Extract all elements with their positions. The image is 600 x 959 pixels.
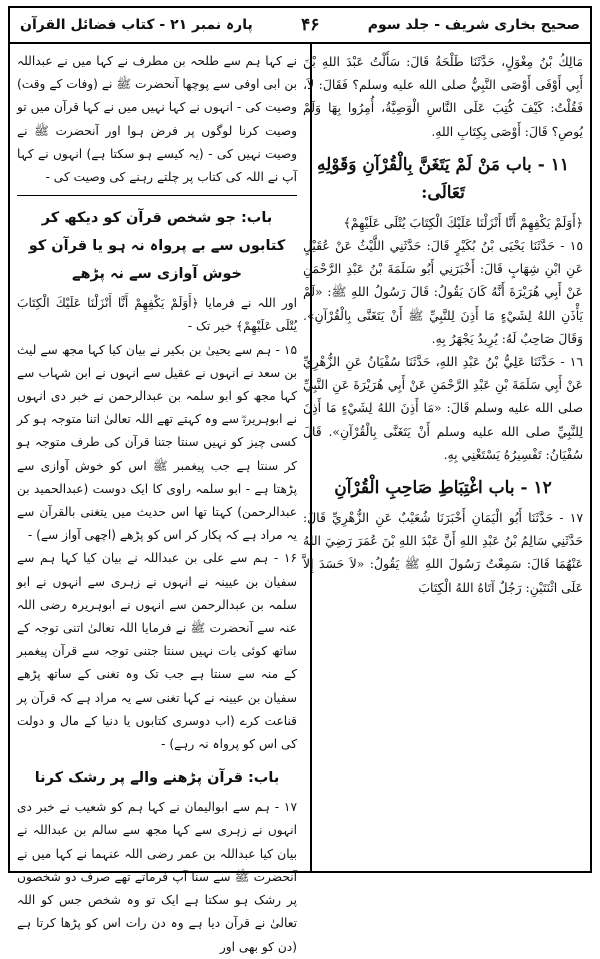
- header-chapter-title: پارہ نمبر ۲۱ - کتاب فضائل القرآن: [20, 17, 253, 33]
- arabic-hadith-17: ١٧ - حَدَّثَنَا أَبُو الْيَمَانِ أَخْبَرَنَا شُعَيْبٌ عَنِ الزُّهْرِيِّ قَالَ: حَدَّثَنِي سَالِمُ بْنُ عَبْدِ اللهِ أَنَّ عَبْدَ اللهِ بْنَ عُمَرَ رَضِيَ اللهُ عَنْهُمَا قَالَ: سَمِعْتُ رَسُولَ اللهِ ﷺ يَقُولُ: «لاَ حَسَدَ إِلاَّ عَلَى اثْنَتَيْنِ: رَجُلٌ آتَاهُ اللهُ الْكِتَابَ: [303, 510, 583, 595]
- text-frame: [8, 42, 592, 954]
- urdu-column: [17, 50, 297, 954]
- urdu-hadith-15: ۱۵ - ہم سے یحییٰ بن بکیر نے بیان کیا کہا مجھ سے لیث بن سعد نے انہوں نے عقیل سے انہوں نے ابن شہاب سے کہا مجھ کو ابو سلمہ بن عبدالرحمن نے خبر دی انہوں نے ابوہریرہؓ سے وہ کہتے تھے اللہ تعالیٰ اتنا متوجہ ہو کر کسی چیز کو نہیں سنتا جتنا قرآن کی طرف متوجہ ہو کر سنتا ہے جب پیغمبر ﷺ اس کو خوش آوازی سے پڑھتا ہے - ابو سلمہ راوی کا ایک دوست (عبدالحمید بن عبدالرحمن) کہتا تھا اس حدیث میں یتغنی بالقرآن سے یہ مراد ہے کہ پکار کر اس کو پڑھے (اچھی آواز سے) -: [17, 342, 297, 543]
- page-number: ۴۶: [301, 15, 320, 35]
- urdu-heading-12: باب: قرآن پڑھنے والے پر رشک کرنا: [34, 770, 280, 787]
- arabic-heading-11: ١١ - باب مَنْ لَمْ يَتَغَنَّ بِالْقُرْآنِ وَقَوْلِهِ تَعَالَى:: [317, 154, 569, 203]
- arabic-hadith-16: ١٦ - حَدَّثَنَا عَلِيُّ بْنُ عَبْدِ اللهِ، حَدَّثَنَا سُفْيَانُ عَنِ الزُّهْرِيِّ عَنْ أَبِي سَلَمَةَ بْنِ عَبْدِ الرَّحْمَنِ عَنْ أَبِي هُرَيْرَةَ عَنِ النَّبِيِّ صلى الله عليه وسلم قَالَ: «مَا أَذِنَ اللهُ لِشَيْءٍ مَا أَذِنَ لِلنَّبِيِّ صلى الله عليه وسلم أَنْ يَتَغَنَّى بِالْقُرْآنِ». قَالَ سُفْيَانُ: تَفْسِيرُهُ يَسْتَغْنِي بِهِ.: [303, 354, 583, 462]
- arabic-ayah: ﴿أَوَلَمْ يَكْفِهِمْ أَنَّا أَنْزَلْنَا عَلَيْكَ الْكِتَابَ يُتْلَى عَلَيْهِمْ﴾: [343, 214, 583, 230]
- arabic-column: [303, 50, 583, 865]
- urdu-intro: نے کہا ہم سے طلحہ بن مطرف نے کہا میں نے عبداللہ بن ابی اوفی سے پوچھا آنحضرت ﷺ نے (وفات کے وقت) وصیت کی - انہوں نے کہا نہیں میں نے کہا قرآن میں تو وصیت کرنا لوگوں پر فرض ہوا اور آنحضرت ﷺ نے وصیت نہیں کی - (یہ کیسے ہو سکتا ہے) انہوں نے کہا آپ نے اللہ کی کتاب پر چلتے رہنے کی وصیت کی -: [17, 54, 297, 185]
- section-rule: [17, 195, 297, 196]
- arabic-hadith-15: ١٥ - حَدَّثَنَا يَحْيَى بْنُ بُكَيْرٍ قَالَ: حَدَّثَنِي اللَّيْثُ عَنْ عُقَيْلٍ عَنِ ابْنِ شِهَابٍ قَالَ: أَخْبَرَنِي أَبُو سَلَمَةَ بْنُ عَبْدِ الرَّحْمَنِ عَنْ أَبِي هُرَيْرَةَ أَنَّهُ كَانَ يَقُولُ: قَالَ رَسُولُ اللهِ ﷺ: «لَمْ يَأْذَنِ اللهُ لِشَيْءٍ مَا أَذِنَ لِلنَّبِيِّ ﷺ أَنْ يَتَغَنَّى بِالْقُرْآنِ». وَقَالَ صَاحِبٌ لَهُ: يُرِيدُ يَجْهَرُ بِهِ.: [303, 238, 583, 346]
- header-book-title: صحیح بخاری شریف - جلد سوم: [367, 17, 580, 33]
- arabic-intro: مَالِكُ بْنُ مِغْوَلٍ، حَدَّثَنَا طَلْحَةُ قَالَ: سَأَلْتُ عَبْدَ اللهِ بْنَ أَبِي أَوْفَى أَوْصَى النَّبِيُّ صلى الله عليه وسلم؟ فَقَالَ: لاَ، فَقُلْتُ: كَيْفَ كُتِبَ عَلَى النَّاسِ الْوَصِيَّةُ، أُمِرُوا بِهَا وَلَمْ يُوصِ؟ قَالَ: أَوْصَى بِكِتَابِ اللهِ.: [303, 54, 583, 139]
- arabic-heading-12: ١٢ - باب اغْتِبَاطِ صَاحِبِ الْقُرْآنِ: [334, 478, 552, 499]
- urdu-hadith-17: ۱۷ - ہم سے ابوالیمان نے کہا ہم کو شعیب نے خبر دی انہوں نے زہری سے کہا مجھ سے سالم بن عبداللہ نے بیان کیا عبداللہ بن عمر رضی اللہ عنہما نے کہا میں نے آنحضرت ﷺ سے سنا آپ فرماتے تھے صرف دو شخصوں پر رشک ہو سکتا ہے ایک تو وہ شخص جس کو اللہ تعالیٰ نے قرآن دیا ہے وہ دن رات اس کو پڑھا کرتا ہے (دن کو بھی اور: [17, 800, 297, 954]
- urdu-hadith-16: ۱۶ - ہم سے علی بن عبداللہ نے بیان کیا کہا ہم سے سفیان بن عیینہ نے انہوں نے زہری سے انہوں نے ابو سلمہ بن عبدالرحمن سے انہوں نے ابوہریرہ رضی اللہ عنہ سے آنحضرت ﷺ نے فرمایا اللہ تعالیٰ اتنی توجہ کے ساتھ کوئی بات نہیں سنتا جتنی توجہ سے قرآن پیغمبر کے منہ سے سنتا ہے جب تک وہ تغنی کے ساتھ پڑھے سفیان بن عیینہ نے کہا تغنی سے یہ مراد ہے کہ قرآن پر قناعت کرے (اب دوسری کتابوں یا دنیا کے مال و دولت کی اس کو پرواہ نہ رہے) -: [17, 551, 297, 752]
- page-header: [8, 6, 592, 42]
- urdu-ayah-line: اور اللہ نے فرمایا ﴿أَوَلَمْ يَكْفِهِمْ أَنَّا أَنْزَلْنَا عَلَيْكَ الْكِتَابَ يُتْلَى عَلَيْهِمْ﴾ خیر تک -: [17, 296, 297, 334]
- urdu-heading-11: باب: جو شخص قرآن کو دیکھ کر کتابوں سے بے پرواہ نہ ہو یا قرآن کو خوش آوازی سے نہ پڑھے: [28, 210, 286, 283]
